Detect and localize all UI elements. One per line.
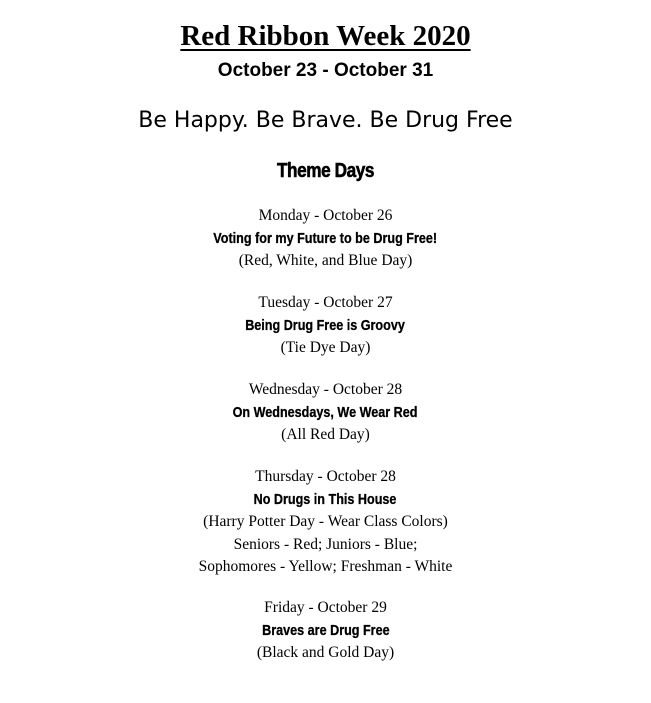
day-theme: On Wednesdays, We Wear Red	[233, 403, 418, 421]
theme-day-tuesday	[0, 292, 651, 360]
day-note: (Black and Gold Day)	[256, 644, 395, 661]
day-date: Wednesday - October 28	[248, 381, 403, 398]
day-theme: Voting for my Future to be Drug Free!	[213, 229, 438, 247]
slogan: Be Happy. Be Brave. Be Drug Free	[138, 108, 513, 133]
theme-day-monday	[0, 205, 651, 273]
day-note: (Tie Dye Day)	[280, 339, 371, 356]
day-theme: Braves are Drug Free	[261, 621, 390, 639]
day-theme: No Drugs in This House	[254, 490, 397, 508]
document-title: Red Ribbon Week 2020	[180, 20, 471, 52]
day-note: (All Red Day)	[281, 426, 370, 443]
day-note: (Red, White, and Blue Day)	[238, 252, 413, 269]
day-date: Friday - October 29	[264, 599, 387, 616]
day-theme: Being Drug Free is Groovy	[245, 316, 406, 334]
day-note: Seniors - Red; Juniors - Blue;	[233, 535, 418, 553]
day-note: (Harry Potter Day - Wear Class Colors)	[203, 513, 448, 530]
theme-day-thursday	[0, 466, 651, 579]
theme-day-wednesday	[0, 379, 651, 447]
theme-days-heading: Theme Days	[276, 160, 375, 182]
event-dates: October 23 - October 31	[217, 60, 434, 81]
day-date: Monday - October 26	[258, 207, 393, 224]
theme-day-friday	[0, 597, 651, 665]
day-date: Tuesday - October 27	[258, 294, 393, 311]
day-note: Sophomores - Yellow; Freshman - White	[198, 558, 453, 575]
day-date: Thursday - October 28	[255, 468, 396, 485]
